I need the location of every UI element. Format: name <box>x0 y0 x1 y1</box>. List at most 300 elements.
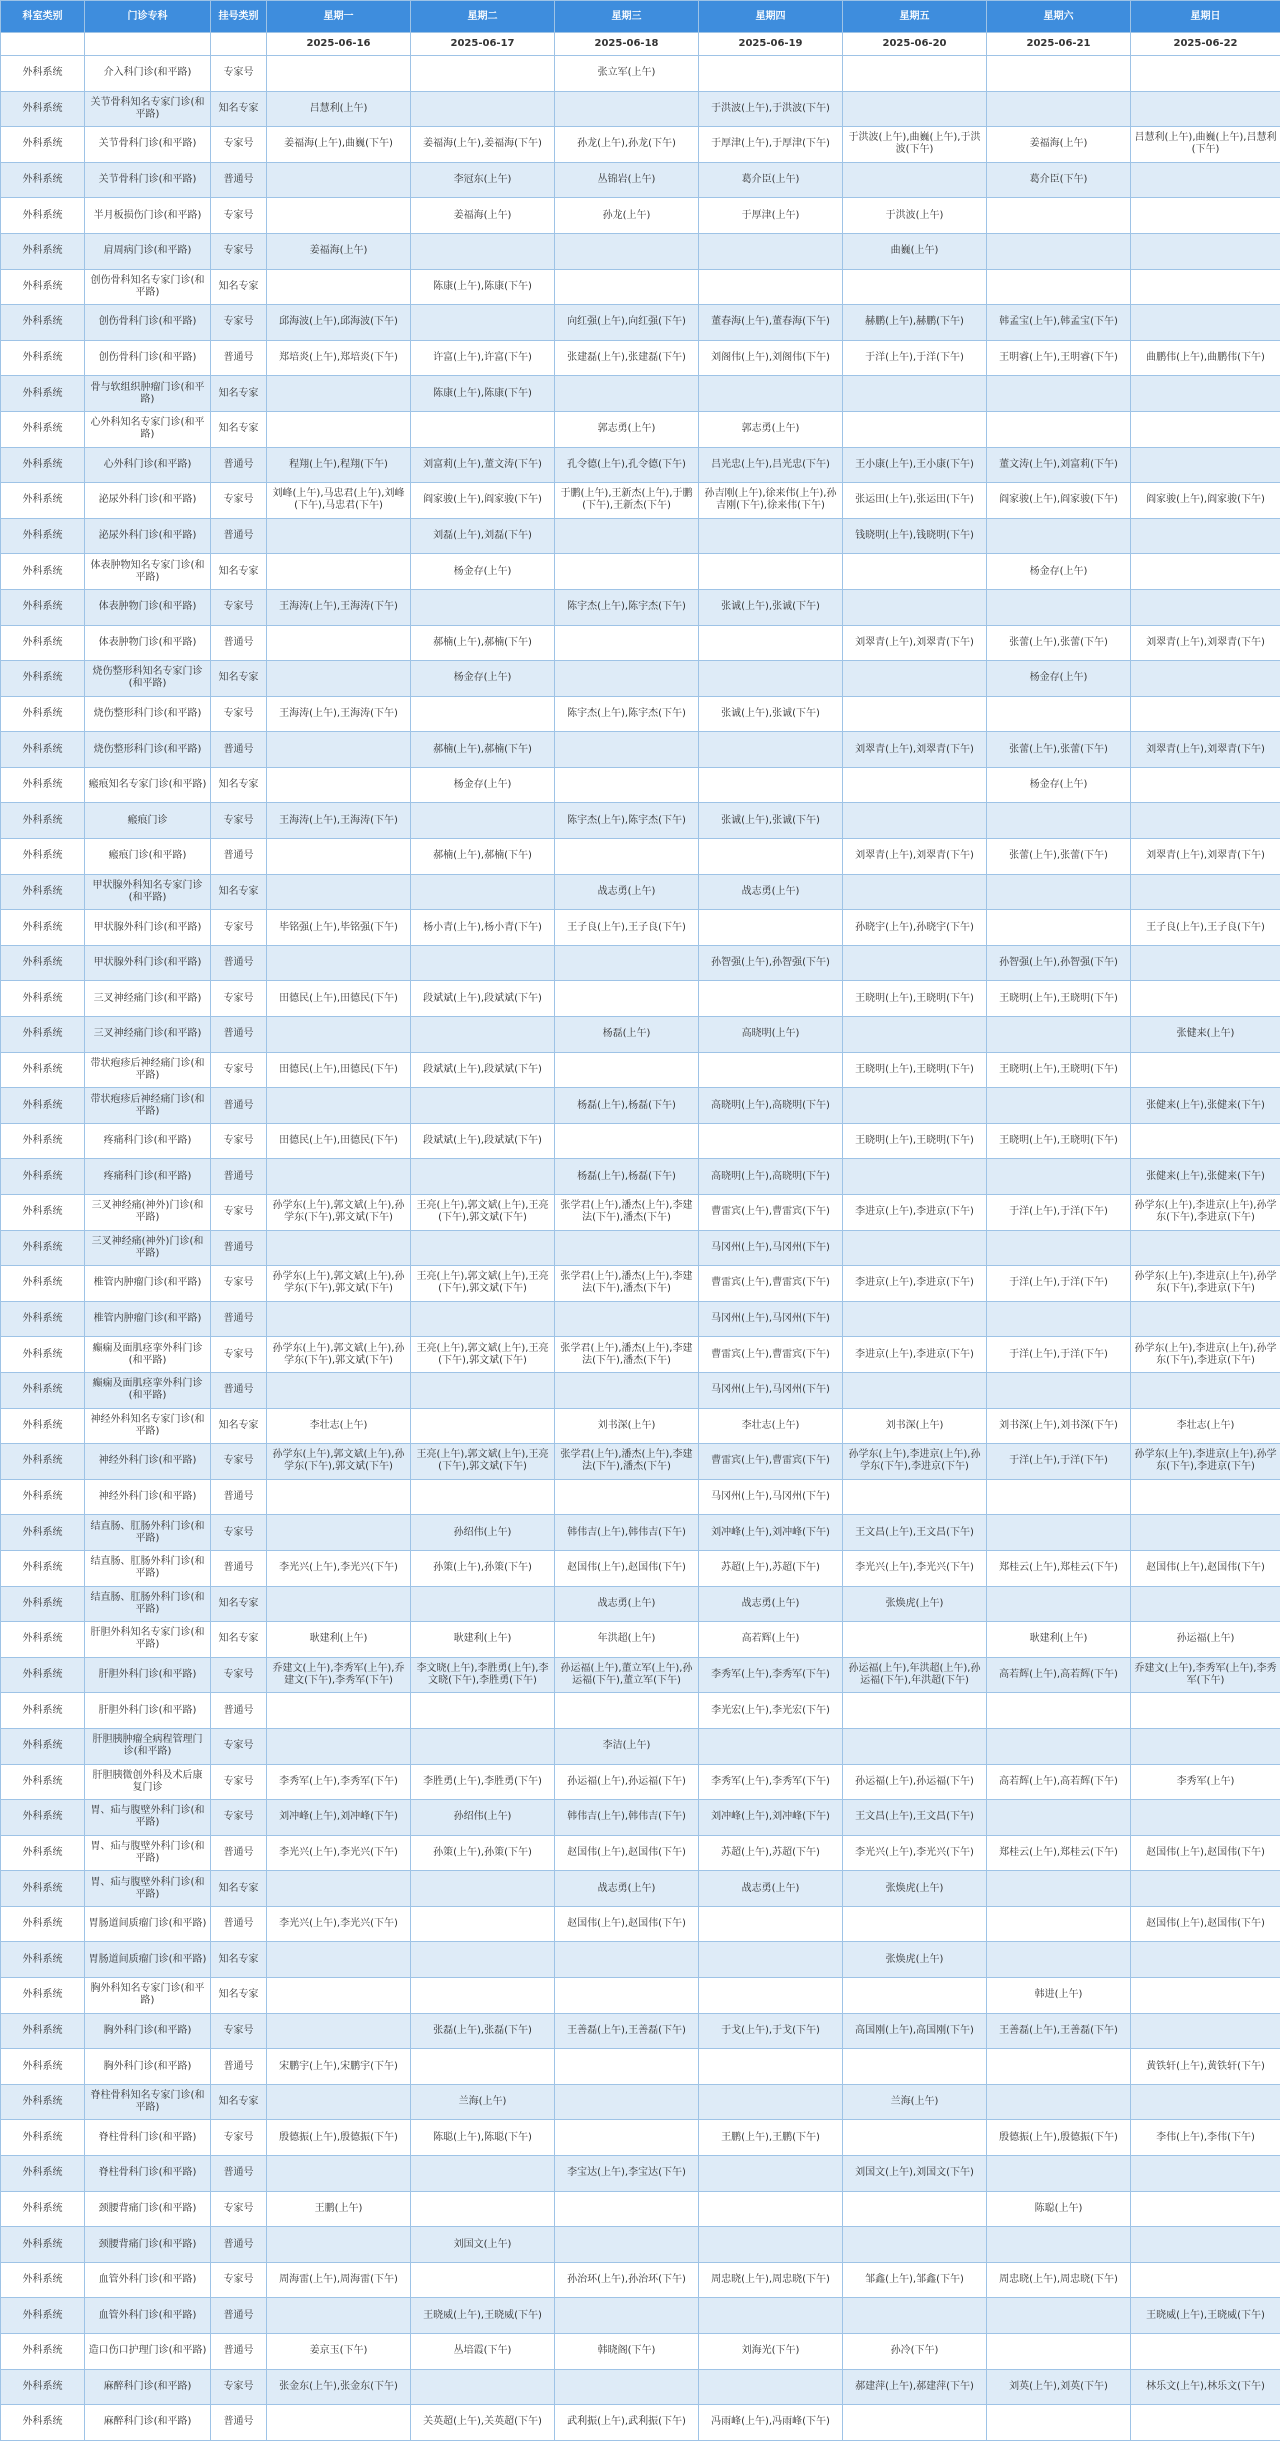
registration-type-cell: 普通号 <box>211 518 267 554</box>
friday-cell <box>843 411 987 447</box>
friday-cell: 孙学东(上午),李进京(上午),孙学东(下午),李进京(下午) <box>843 1444 987 1480</box>
thursday-cell: 曹雷宾(上午),曹雷宾(下午) <box>699 1337 843 1373</box>
tuesday-cell <box>411 1871 555 1907</box>
friday-cell <box>843 767 987 803</box>
table-row <box>1 2334 1280 2370</box>
monday-cell <box>267 1871 411 1907</box>
thursday-cell: 吕光忠(上午),吕光忠(下午) <box>699 447 843 483</box>
wednesday-cell: 刘书深(上午) <box>555 1408 699 1444</box>
saturday-cell <box>987 1301 1131 1337</box>
friday-cell: 李光兴(上午),李光兴(下午) <box>843 1835 987 1871</box>
monday-cell <box>267 1159 411 1195</box>
wednesday-cell: 年洪超(上午) <box>555 1622 699 1658</box>
registration-type-cell: 普通号 <box>211 1088 267 1124</box>
thursday-cell <box>699 839 843 875</box>
registration-type-cell: 普通号 <box>211 1835 267 1871</box>
friday-cell: 于洪波(上午) <box>843 198 987 234</box>
tuesday-cell <box>411 1159 555 1195</box>
clinic-specialty-cell: 体表肿物知名专家门诊(和平路) <box>85 554 211 590</box>
sunday-cell <box>1131 1372 1280 1408</box>
monday-cell: 田德民(上午),田德民(下午) <box>267 1123 411 1159</box>
registration-type-cell: 专家号 <box>211 1123 267 1159</box>
date-sunday: 2025-06-22 <box>1131 33 1280 56</box>
wednesday-cell: 陈宇杰(上午),陈宇杰(下午) <box>555 589 699 625</box>
department-category-cell: 外科系统 <box>1 874 85 910</box>
department-category-cell: 外科系统 <box>1 803 85 839</box>
registration-type-cell: 专家号 <box>211 910 267 946</box>
clinic-specialty-cell: 心外科门诊(和平路) <box>85 447 211 483</box>
header-friday: 星期五 <box>843 1 987 33</box>
wednesday-cell: 李宝达(上午),李宝达(下午) <box>555 2156 699 2192</box>
friday-cell <box>843 696 987 732</box>
tuesday-cell: 陈康(上午),陈康(下午) <box>411 269 555 305</box>
tuesday-cell <box>411 1978 555 2014</box>
table-row <box>1 1515 1280 1551</box>
department-category-cell: 外科系统 <box>1 2262 85 2298</box>
thursday-cell: 李秀军(上午),李秀军(下午) <box>699 1657 843 1693</box>
clinic-specialty-cell: 带状疱疹后神经痛门诊(和平路) <box>85 1088 211 1124</box>
department-category-cell: 外科系统 <box>1 340 85 376</box>
clinic-specialty-cell: 胸外科门诊(和平路) <box>85 2049 211 2085</box>
monday-cell: 田德民(上午),田德民(下午) <box>267 981 411 1017</box>
registration-type-cell: 知名专家 <box>211 376 267 412</box>
table-row <box>1 1372 1280 1408</box>
sunday-cell <box>1131 411 1280 447</box>
saturday-cell <box>987 518 1131 554</box>
friday-cell: 刘国文(上午),刘国文(下午) <box>843 2156 987 2192</box>
thursday-cell: 曹雷宾(上午),曹雷宾(下午) <box>699 1266 843 1302</box>
wednesday-cell <box>555 981 699 1017</box>
saturday-cell <box>987 2334 1131 2370</box>
registration-type-cell: 专家号 <box>211 1337 267 1373</box>
clinic-specialty-cell: 脊柱骨科门诊(和平路) <box>85 2156 211 2192</box>
department-category-cell: 外科系统 <box>1 2120 85 2156</box>
tuesday-cell: 孙策(上午),孙策(下午) <box>411 1835 555 1871</box>
wednesday-cell <box>555 767 699 803</box>
clinic-specialty-cell: 甲状腺外科门诊(和平路) <box>85 945 211 981</box>
table-row <box>1 198 1280 234</box>
monday-cell: 王海涛(上午),王海涛(下午) <box>267 803 411 839</box>
date-tuesday: 2025-06-17 <box>411 33 555 56</box>
header-registration-type: 挂号类别 <box>211 1 267 33</box>
wednesday-cell <box>555 661 699 697</box>
friday-cell: 钱晓明(上午),钱晓明(下午) <box>843 518 987 554</box>
wednesday-cell <box>555 2049 699 2085</box>
friday-cell <box>843 91 987 127</box>
sunday-cell: 曲鹏伟(上午),曲鹏伟(下午) <box>1131 340 1280 376</box>
registration-type-cell: 普通号 <box>211 1159 267 1195</box>
friday-cell <box>843 1159 987 1195</box>
thursday-cell: 刘阁伟(上午),刘阁伟(下午) <box>699 340 843 376</box>
tuesday-cell <box>411 874 555 910</box>
department-category-cell: 外科系统 <box>1 554 85 590</box>
registration-type-cell: 知名专家 <box>211 767 267 803</box>
registration-type-cell: 知名专家 <box>211 554 267 590</box>
friday-cell <box>843 1230 987 1266</box>
friday-cell <box>843 874 987 910</box>
tuesday-cell: 王亮(上午),郭文斌(上午),王亮(下午),郭文斌(下午) <box>411 1195 555 1231</box>
friday-cell <box>843 554 987 590</box>
tuesday-cell <box>411 589 555 625</box>
clinic-specialty-cell: 关节骨科门诊(和平路) <box>85 162 211 198</box>
friday-cell: 王文昌(上午),王文昌(下午) <box>843 1515 987 1551</box>
wednesday-cell <box>555 1372 699 1408</box>
friday-cell <box>843 2405 987 2441</box>
thursday-cell: 战志勇(上午) <box>699 874 843 910</box>
friday-cell <box>843 1017 987 1053</box>
thursday-cell <box>699 2156 843 2192</box>
sunday-cell <box>1131 2262 1280 2298</box>
table-row <box>1 1159 1280 1195</box>
monday-cell <box>267 732 411 768</box>
friday-cell: 刘书深(上午) <box>843 1408 987 1444</box>
saturday-cell <box>987 1479 1131 1515</box>
thursday-cell: 刘冲峰(上午),刘冲峰(下午) <box>699 1515 843 1551</box>
monday-cell: 张金东(上午),张金东(下午) <box>267 2369 411 2405</box>
clinic-specialty-cell: 结直肠、肛肠外科门诊(和平路) <box>85 1515 211 1551</box>
table-row <box>1 1764 1280 1800</box>
monday-cell <box>267 2298 411 2334</box>
table-row <box>1 839 1280 875</box>
saturday-cell <box>987 1017 1131 1053</box>
thursday-cell <box>699 554 843 590</box>
clinic-specialty-cell: 介入科门诊(和平路) <box>85 56 211 92</box>
table-row <box>1 1052 1280 1088</box>
table-row <box>1 91 1280 127</box>
monday-cell <box>267 1230 411 1266</box>
friday-cell: 高国刚(上午),高国刚(下午) <box>843 2013 987 2049</box>
table-row <box>1 1017 1280 1053</box>
date-thursday: 2025-06-19 <box>699 33 843 56</box>
wednesday-cell <box>555 1978 699 2014</box>
sunday-cell <box>1131 2191 1280 2227</box>
tuesday-cell <box>411 1088 555 1124</box>
registration-type-cell: 普通号 <box>211 162 267 198</box>
saturday-cell: 高若辉(上午),高若辉(下午) <box>987 1764 1131 1800</box>
registration-type-cell: 专家号 <box>211 2369 267 2405</box>
friday-cell <box>843 1301 987 1337</box>
thursday-cell <box>699 1052 843 1088</box>
table-row <box>1 803 1280 839</box>
table-row <box>1 2227 1280 2263</box>
header-clinic-specialty: 门诊专科 <box>85 1 211 33</box>
saturday-cell: 张蕾(上午),张蕾(下午) <box>987 732 1131 768</box>
department-category-cell: 外科系统 <box>1 981 85 1017</box>
wednesday-cell: 向红强(上午),向红强(下午) <box>555 305 699 341</box>
thursday-cell: 于厚津(上午) <box>699 198 843 234</box>
wednesday-cell: 张学君(上午),潘杰(上午),李建法(下午),潘杰(下午) <box>555 1195 699 1231</box>
department-category-cell: 外科系统 <box>1 1017 85 1053</box>
saturday-cell: 王明睿(上午),王明睿(下午) <box>987 340 1131 376</box>
registration-type-cell: 专家号 <box>211 198 267 234</box>
wednesday-cell: 王子良(上午),王子良(下午) <box>555 910 699 946</box>
sunday-cell: 赵国伟(上午),赵国伟(下午) <box>1131 1906 1280 1942</box>
monday-cell <box>267 518 411 554</box>
wednesday-cell <box>555 732 699 768</box>
saturday-cell: 郑桂云(上午),郑桂云(下午) <box>987 1835 1131 1871</box>
wednesday-cell: 武利振(上午),武利振(下午) <box>555 2405 699 2441</box>
thursday-cell <box>699 910 843 946</box>
tuesday-cell: 丛培霞(下午) <box>411 2334 555 2370</box>
wednesday-cell <box>555 1693 699 1729</box>
wednesday-cell <box>555 91 699 127</box>
registration-type-cell: 普通号 <box>211 2298 267 2334</box>
table-row <box>1 661 1280 697</box>
wednesday-cell: 赵国伟(上午),赵国伟(下午) <box>555 1906 699 1942</box>
thursday-cell: 曹雷宾(上午),曹雷宾(下午) <box>699 1444 843 1480</box>
monday-cell <box>267 2227 411 2263</box>
department-category-cell: 外科系统 <box>1 1693 85 1729</box>
monday-cell <box>267 1586 411 1622</box>
wednesday-cell: 杨磊(上午) <box>555 1017 699 1053</box>
registration-type-cell: 知名专家 <box>211 1622 267 1658</box>
table-row <box>1 1444 1280 1480</box>
sunday-cell: 刘翠青(上午),刘翠青(下午) <box>1131 625 1280 661</box>
friday-cell: 刘翠青(上午),刘翠青(下午) <box>843 839 987 875</box>
clinic-specialty-cell: 带状疱疹后神经痛门诊(和平路) <box>85 1052 211 1088</box>
sunday-cell: 王晓威(上午),王晓威(下午) <box>1131 2298 1280 2334</box>
friday-cell: 于洪波(上午),曲巍(上午),于洪波(下午) <box>843 127 987 163</box>
monday-cell <box>267 661 411 697</box>
department-category-cell: 外科系统 <box>1 1123 85 1159</box>
wednesday-cell: 陈宇杰(上午),陈宇杰(下午) <box>555 803 699 839</box>
sunday-cell: 张健来(上午),张健来(下午) <box>1131 1088 1280 1124</box>
clinic-specialty-cell: 椎管内肿瘤门诊(和平路) <box>85 1266 211 1302</box>
registration-type-cell: 专家号 <box>211 1444 267 1480</box>
tuesday-cell: 王亮(上午),郭文斌(上午),王亮(下午),郭文斌(下午) <box>411 1266 555 1302</box>
saturday-cell <box>987 91 1131 127</box>
thursday-cell: 苏超(上午),苏超(下午) <box>699 1835 843 1871</box>
tuesday-cell <box>411 1586 555 1622</box>
tuesday-cell: 刘富莉(上午),董文涛(下午) <box>411 447 555 483</box>
clinic-specialty-cell: 结直肠、肛肠外科门诊(和平路) <box>85 1550 211 1586</box>
friday-cell: 曲巍(上午) <box>843 233 987 269</box>
sunday-cell <box>1131 1800 1280 1836</box>
clinic-specialty-cell: 神经外科知名专家门诊(和平路) <box>85 1408 211 1444</box>
monday-cell <box>267 874 411 910</box>
saturday-cell: 于洋(上午),于洋(下午) <box>987 1444 1131 1480</box>
friday-cell: 王文昌(上午),王文昌(下午) <box>843 1800 987 1836</box>
sunday-cell <box>1131 198 1280 234</box>
tuesday-cell <box>411 2191 555 2227</box>
friday-cell: 赫鹏(上午),赫鹏(下午) <box>843 305 987 341</box>
department-category-cell: 外科系统 <box>1 1088 85 1124</box>
tuesday-cell: 关英超(上午),关英超(下午) <box>411 2405 555 2441</box>
monday-cell: 李光兴(上午),李光兴(下午) <box>267 1550 411 1586</box>
clinic-specialty-cell: 心外科知名专家门诊(和平路) <box>85 411 211 447</box>
sunday-cell: 孙学东(上午),李进京(上午),孙学东(下午),李进京(下午) <box>1131 1444 1280 1480</box>
sunday-cell: 赵国伟(上午),赵国伟(下午) <box>1131 1835 1280 1871</box>
friday-cell: 孙冷(下午) <box>843 2334 987 2370</box>
department-category-cell: 外科系统 <box>1 839 85 875</box>
tuesday-cell: 许富(上午),许富(下午) <box>411 340 555 376</box>
table-row <box>1 2156 1280 2192</box>
clinic-specialty-cell: 癫痫及面肌痉挛外科门诊(和平路) <box>85 1337 211 1373</box>
clinic-specialty-cell: 创伤骨科门诊(和平路) <box>85 340 211 376</box>
saturday-cell: 陈聪(上午) <box>987 2191 1131 2227</box>
wednesday-cell: 战志勇(上午) <box>555 1586 699 1622</box>
tuesday-cell: 段斌斌(上午),段斌斌(下午) <box>411 1123 555 1159</box>
saturday-cell: 于洋(上午),于洋(下午) <box>987 1195 1131 1231</box>
thursday-cell <box>699 1978 843 2014</box>
saturday-cell <box>987 1728 1131 1764</box>
sunday-cell <box>1131 2156 1280 2192</box>
monday-cell <box>267 839 411 875</box>
department-category-cell: 外科系统 <box>1 518 85 554</box>
friday-cell: 刘翠青(上午),刘翠青(下午) <box>843 732 987 768</box>
wednesday-cell: 于鹏(上午),王新杰(上午),于鹏(下午),王新杰(下午) <box>555 483 699 519</box>
saturday-cell: 殷德振(上午),殷德振(下午) <box>987 2120 1131 2156</box>
wednesday-cell: 丛锦岩(上午) <box>555 162 699 198</box>
department-category-cell: 外科系统 <box>1 91 85 127</box>
header-row <box>1 1 1280 33</box>
table-row <box>1 1657 1280 1693</box>
friday-cell <box>843 803 987 839</box>
thursday-cell <box>699 2191 843 2227</box>
tuesday-cell: 张磊(上午),张磊(下午) <box>411 2013 555 2049</box>
table-row <box>1 1195 1280 1231</box>
department-category-cell: 外科系统 <box>1 661 85 697</box>
clinic-specialty-cell: 结直肠、肛肠外科门诊(和平路) <box>85 1586 211 1622</box>
monday-cell <box>267 945 411 981</box>
sunday-cell <box>1131 1052 1280 1088</box>
department-category-cell: 外科系统 <box>1 1301 85 1337</box>
sunday-cell <box>1131 1230 1280 1266</box>
registration-type-cell: 专家号 <box>211 1657 267 1693</box>
saturday-cell <box>987 2405 1131 2441</box>
tuesday-cell: 陈康(上午),陈康(下午) <box>411 376 555 412</box>
header-department-category: 科室类别 <box>1 1 85 33</box>
thursday-cell <box>699 2227 843 2263</box>
friday-cell <box>843 945 987 981</box>
department-category-cell: 外科系统 <box>1 305 85 341</box>
wednesday-cell: 韩伟吉(上午),韩伟吉(下午) <box>555 1800 699 1836</box>
monday-cell: 孙学东(上午),郭文斌(上午),孙学东(下午),郭文斌(下午) <box>267 1444 411 1480</box>
tuesday-cell: 刘磊(上午),刘磊(下午) <box>411 518 555 554</box>
registration-type-cell: 专家号 <box>211 1728 267 1764</box>
monday-cell <box>267 2405 411 2441</box>
monday-cell: 刘冲峰(上午),刘冲峰(下午) <box>267 1800 411 1836</box>
sunday-cell: 林乐文(上午),林乐文(下午) <box>1131 2369 1280 2405</box>
schedule-body <box>1 56 1280 2441</box>
wednesday-cell: 杨磊(上午),杨磊(下午) <box>555 1088 699 1124</box>
friday-cell: 张焕虎(上午) <box>843 1871 987 1907</box>
monday-cell <box>267 269 411 305</box>
sunday-cell: 李壮志(上午) <box>1131 1408 1280 1444</box>
thursday-cell: 孙智强(上午),孙智强(下午) <box>699 945 843 981</box>
department-category-cell: 外科系统 <box>1 2013 85 2049</box>
department-category-cell: 外科系统 <box>1 376 85 412</box>
wednesday-cell <box>555 269 699 305</box>
saturday-cell <box>987 1586 1131 1622</box>
tuesday-cell <box>411 1906 555 1942</box>
department-category-cell: 外科系统 <box>1 447 85 483</box>
wednesday-cell <box>555 233 699 269</box>
monday-cell <box>267 767 411 803</box>
department-category-cell: 外科系统 <box>1 1230 85 1266</box>
friday-cell: 于洋(上午),于洋(下午) <box>843 340 987 376</box>
table-row <box>1 732 1280 768</box>
sunday-cell <box>1131 1515 1280 1551</box>
tuesday-cell <box>411 91 555 127</box>
friday-cell: 张焕虎(上午) <box>843 1586 987 1622</box>
wednesday-cell <box>555 2227 699 2263</box>
date-saturday: 2025-06-21 <box>987 33 1131 56</box>
department-category-cell: 外科系统 <box>1 1835 85 1871</box>
sunday-cell: 赵国伟(上午),赵国伟(下午) <box>1131 1550 1280 1586</box>
wednesday-cell <box>555 376 699 412</box>
table-row <box>1 910 1280 946</box>
sunday-cell <box>1131 1978 1280 2014</box>
sunday-cell: 李伟(上午),李伟(下午) <box>1131 2120 1280 2156</box>
saturday-cell: 于洋(上午),于洋(下午) <box>987 1266 1131 1302</box>
friday-cell <box>843 2191 987 2227</box>
thursday-cell: 张诚(上午),张诚(下午) <box>699 589 843 625</box>
table-row <box>1 2298 1280 2334</box>
department-category-cell: 外科系统 <box>1 269 85 305</box>
registration-type-cell: 知名专家 <box>211 2084 267 2120</box>
friday-cell: 王晓明(上午),王晓明(下午) <box>843 981 987 1017</box>
thursday-cell: 郭志勇(上午) <box>699 411 843 447</box>
wednesday-cell <box>555 1052 699 1088</box>
clinic-specialty-cell: 三叉神经痛(神外)门诊(和平路) <box>85 1230 211 1266</box>
clinic-specialty-cell: 胃、疝与腹壁外科门诊(和平路) <box>85 1835 211 1871</box>
department-category-cell: 外科系统 <box>1 2191 85 2227</box>
thursday-cell: 高晓明(上午),高晓明(下午) <box>699 1159 843 1195</box>
sunday-cell: 黄铁轩(上午),黄铁轩(下午) <box>1131 2049 1280 2085</box>
header-saturday: 星期六 <box>987 1 1131 33</box>
department-category-cell: 外科系统 <box>1 1337 85 1373</box>
department-category-cell: 外科系统 <box>1 1159 85 1195</box>
sunday-cell <box>1131 376 1280 412</box>
clinic-specialty-cell: 脊柱骨科门诊(和平路) <box>85 2120 211 2156</box>
saturday-cell <box>987 2156 1131 2192</box>
thursday-cell <box>699 376 843 412</box>
clinic-specialty-cell: 体表肿物门诊(和平路) <box>85 625 211 661</box>
clinic-specialty-cell: 烧伤整形科门诊(和平路) <box>85 696 211 732</box>
header-tuesday: 星期二 <box>411 1 555 33</box>
saturday-cell: 孙智强(上午),孙智强(下午) <box>987 945 1131 981</box>
sunday-cell: 阎家骏(上午),阎家骏(下午) <box>1131 483 1280 519</box>
friday-cell <box>843 2298 987 2334</box>
clinic-specialty-cell: 麻醉科门诊(和平路) <box>85 2369 211 2405</box>
clinic-specialty-cell: 疼痛科门诊(和平路) <box>85 1123 211 1159</box>
table-row <box>1 2405 1280 2441</box>
table-row <box>1 1586 1280 1622</box>
thursday-cell: 刘海光(下午) <box>699 2334 843 2370</box>
registration-type-cell: 普通号 <box>211 625 267 661</box>
wednesday-cell <box>555 839 699 875</box>
registration-type-cell: 普通号 <box>211 2156 267 2192</box>
monday-cell <box>267 56 411 92</box>
department-category-cell: 外科系统 <box>1 127 85 163</box>
thursday-cell: 于戈(上午),于戈(下午) <box>699 2013 843 2049</box>
table-row <box>1 269 1280 305</box>
sunday-cell <box>1131 2013 1280 2049</box>
table-row <box>1 2262 1280 2298</box>
department-category-cell: 外科系统 <box>1 162 85 198</box>
sunday-cell <box>1131 589 1280 625</box>
clinic-specialty-cell: 椎管内肿瘤门诊(和平路) <box>85 1301 211 1337</box>
department-category-cell: 外科系统 <box>1 198 85 234</box>
clinic-specialty-cell: 瘢痕门诊 <box>85 803 211 839</box>
registration-type-cell: 普通号 <box>211 1550 267 1586</box>
clinic-specialty-cell: 胸外科知名专家门诊(和平路) <box>85 1978 211 2014</box>
date-friday: 2025-06-20 <box>843 33 987 56</box>
thursday-cell: 高晓明(上午),高晓明(下午) <box>699 1088 843 1124</box>
header-sunday: 星期日 <box>1131 1 1280 33</box>
clinic-specialty-cell: 烧伤整形科门诊(和平路) <box>85 732 211 768</box>
